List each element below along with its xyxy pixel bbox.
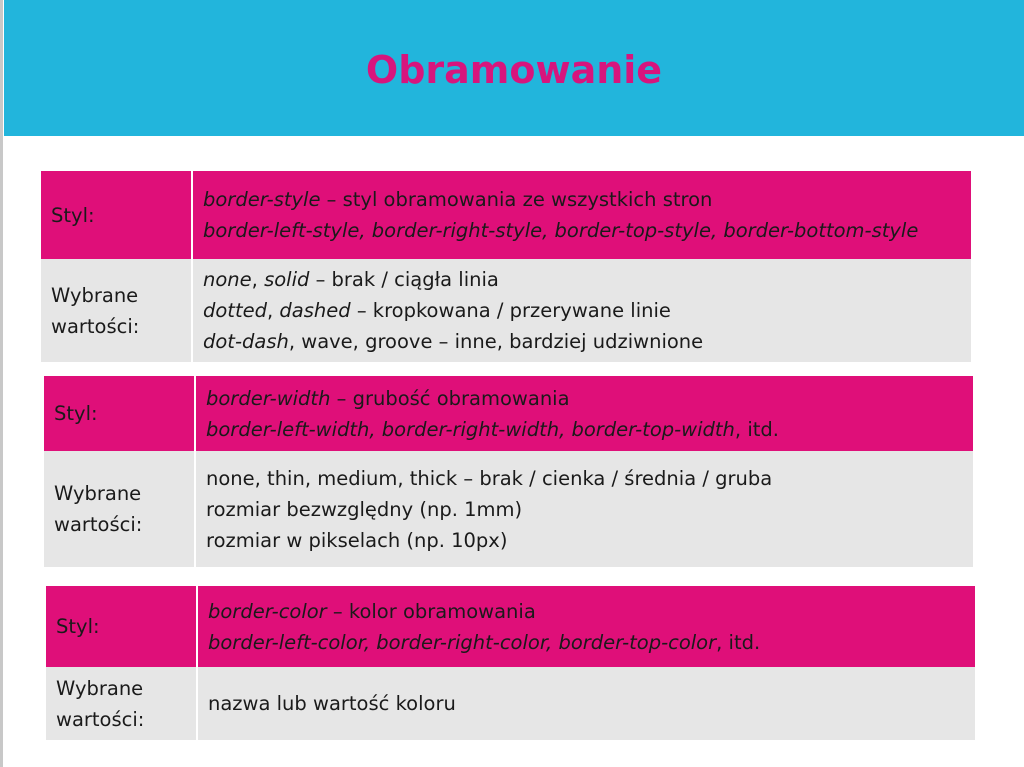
text-line [208,688,456,719]
text-line [203,295,671,326]
text-line [206,525,507,556]
style-description-cell [196,376,973,451]
style-description-cell [193,171,971,259]
text-line [206,414,779,445]
css-property-text: border-style [203,188,321,211]
description-text: none, thin, medium, thick – brak / cienka / średnia / gruba [206,466,773,490]
style-label-cell [46,586,196,667]
css-property-text: border-left-width, border-right-width, border-top-width [206,417,735,441]
description-text: – styl obramowania ze wszystkich stron [320,188,713,211]
css-property-text: solid [264,268,310,291]
description-text: nazwa lub wartość koloru [208,692,456,715]
values-description-cell [196,451,973,567]
description-text: – grubość obramowania [330,386,570,410]
border-width-table [44,376,973,567]
style-description-cell [198,586,975,667]
css-property-text: border-width [206,386,331,410]
text-line [208,627,760,658]
values-label-cell [44,451,194,567]
description-text: – kropkowana / przerywane linie [350,299,671,322]
css-property-text: dot-dash [203,330,289,353]
values-description-cell [193,259,971,362]
border-color-table [46,586,975,740]
style-label: Styl: [51,203,95,227]
text-line [206,463,772,494]
css-property-text: dashed [279,299,351,322]
description-text: rozmiar bezwzględny (np. 1mm) [206,497,523,521]
description-text: – kolor obramowania [326,599,536,623]
text-line [206,383,570,414]
css-property-text: border-left-color, border-right-color, border-top-color [208,630,717,654]
text-line [203,264,499,295]
values-description-cell [198,667,975,740]
description-text: , itd. [734,417,779,441]
description-text: – brak / ciągła linia [309,268,499,291]
css-property-text: dotted [203,299,267,322]
values-label-line: Wybrane [56,676,144,700]
values-label-line: Wybrane [51,283,139,307]
values-label-cell [46,667,196,740]
css-property-text: border-left-style, border-right-style, border-top-style, border-bottom-style [203,219,919,242]
description-text: , wave, groove – inne, bardziej udziwnione [288,330,704,353]
text-line [203,215,918,246]
values-label-cell [41,259,191,362]
values-label [51,280,139,342]
text-line [206,494,522,525]
style-label: Styl: [54,402,98,425]
text-line [208,596,536,627]
values-label-line: wartości: [56,707,145,731]
values-label-line: wartości: [51,314,140,338]
left-edge-rule [0,0,3,767]
description-text: , [266,299,280,322]
border-style-table [41,171,971,362]
description-text: rozmiar w pikselach (np. 10px) [206,528,508,552]
style-label-cell [44,376,194,451]
values-label-line: wartości: [54,513,143,536]
text-line [203,184,712,215]
description-text: , itd. [716,630,761,654]
text-line [203,326,703,357]
css-property-text: border-color [208,599,327,623]
values-label [54,478,142,540]
style-label: Styl: [56,615,100,638]
css-property-text: none [203,268,252,291]
style-label-cell [41,171,191,259]
description-text: , [251,268,265,291]
slide-title: Obramowanie [365,48,663,92]
values-label [56,673,144,735]
values-label-line: Wybrane [54,482,142,505]
